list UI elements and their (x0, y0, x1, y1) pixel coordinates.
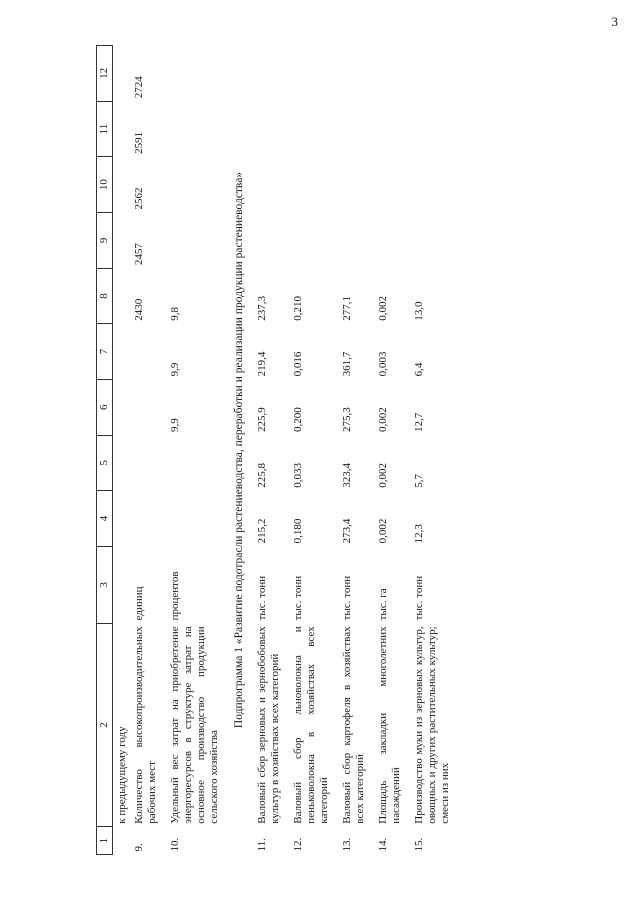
value-cell: 219,4 (256, 351, 268, 377)
header-row (97, 46, 113, 855)
value-cell (375, 101, 405, 157)
row-number: 11. (256, 838, 268, 852)
value-cell (167, 101, 223, 157)
header-cell: 2 (97, 623, 113, 826)
value-cell: 0,016 (292, 351, 304, 377)
value-cell: 13,0 (413, 301, 425, 321)
unit: тыс. тонн (413, 575, 425, 621)
row-number: 15. (413, 837, 425, 852)
indicator-name: Площадь закладки многолетних насаждений (377, 626, 402, 824)
value-cell (411, 157, 454, 213)
table-row (411, 46, 454, 855)
value-cell: 225,9 (256, 407, 268, 433)
page-number: 3 (611, 14, 618, 29)
value-cell (339, 157, 369, 213)
header-cell: 5 (97, 435, 113, 491)
row-number: 13. (341, 837, 353, 852)
value-cell (167, 491, 223, 547)
value-cell: 12,7 (413, 412, 425, 433)
value-cell: 237,3 (256, 296, 268, 321)
value-cell: 0,002 (377, 462, 389, 488)
value-cell: 2430 (133, 298, 145, 321)
header-cell: 4 (97, 491, 113, 547)
value-cell: 2457 (133, 243, 145, 266)
header-cell: 10 (97, 157, 113, 213)
row-number: 14. (377, 837, 389, 852)
unit: тыс. га (377, 588, 389, 621)
value-cell: 361,7 (341, 351, 353, 377)
header-cell: 1 (97, 827, 113, 855)
value-cell: 225,8 (256, 462, 268, 488)
header-cell: 8 (97, 268, 113, 324)
subprogram-title: Подпрограмма 1 «Развитие подотрасли растениеводства, переработки и реализации продукции растениеводства» (233, 171, 245, 729)
value-cell: 9,9 (169, 362, 181, 377)
value-cell (290, 101, 333, 157)
value-cell: 0,002 (377, 407, 389, 433)
continuation-row (113, 46, 132, 855)
indicator-name: Валовый сбор льноволокна и пеньковолокна в хозяйствах всех категорий (292, 626, 330, 824)
value-cell (131, 491, 161, 547)
value-cell: 5,7 (413, 473, 425, 488)
value-cell (167, 157, 223, 213)
indicator-name: Количество высокопроизводительных рабочих мест (133, 626, 158, 824)
value-cell (254, 101, 284, 157)
row-number: 10. (169, 837, 181, 852)
value-cell: 9,8 (169, 307, 181, 321)
value-cell: 0,210 (292, 296, 304, 321)
indicators-table (96, 45, 454, 855)
value-cell: 2591 (133, 131, 145, 154)
value-cell (290, 46, 333, 102)
value-cell (411, 46, 454, 102)
value-cell: 273,4 (341, 518, 353, 544)
value-cell: 215,2 (256, 518, 268, 544)
value-cell (254, 46, 284, 102)
value-cell (339, 46, 369, 102)
value-cell (167, 435, 223, 491)
value-cell: 277,1 (341, 296, 353, 321)
table-row (375, 46, 405, 855)
value-cell: 2562 (133, 187, 145, 210)
header-cell: 12 (97, 46, 113, 102)
header-cell: 6 (97, 379, 113, 435)
header-cell: 11 (97, 101, 113, 157)
value-cell (131, 379, 161, 435)
value-cell (254, 157, 284, 213)
value-cell (411, 212, 454, 268)
header-cell: 9 (97, 212, 113, 268)
value-cell: 275,3 (341, 407, 353, 433)
rotated-table-container (96, 45, 624, 855)
continuation-text: к предыдущему году (116, 726, 128, 824)
value-cell: 9,9 (169, 418, 181, 433)
unit: тыс. тонн (256, 575, 268, 621)
header-cell: 3 (97, 546, 113, 623)
value-cell (290, 157, 333, 213)
value-cell (375, 157, 405, 213)
value-cell: 12,3 (413, 524, 425, 544)
value-cell (290, 212, 333, 268)
value-cell (167, 46, 223, 102)
subprogram-row (223, 46, 254, 855)
value-cell (375, 46, 405, 102)
indicator-name: Валовый сбор картофеля в хозяйствах всех категорий (341, 626, 366, 824)
indicator-name: Удельный вес затрат на приобретение энергоресурсов в структуре затрат на основное производство продукции сельского хозяйства (169, 626, 220, 824)
value-cell: 0,180 (292, 518, 304, 544)
value-cell (411, 101, 454, 157)
value-cell: 0,002 (377, 518, 389, 544)
value-cell (375, 212, 405, 268)
unit: тыс. тонн (292, 575, 304, 621)
value-cell (254, 212, 284, 268)
unit: единиц (133, 586, 145, 621)
value-cell: 323,4 (341, 462, 353, 488)
value-cell: 0,200 (292, 407, 304, 433)
table-row (290, 46, 333, 855)
table-row (254, 46, 284, 855)
row-number: 12. (292, 837, 304, 852)
value-cell (131, 324, 161, 380)
indicator-name: Валовый сбор зерновых и зернобобовых культур в хозяйствах всех категорий (256, 626, 281, 824)
table-row (131, 46, 161, 855)
header-cell: 7 (97, 324, 113, 380)
unit: процентов (169, 571, 181, 621)
value-cell: 0,003 (377, 351, 389, 377)
value-cell (339, 212, 369, 268)
table-row (167, 46, 223, 855)
value-cell: 0,033 (292, 462, 304, 488)
unit: тыс. тонн (341, 575, 353, 621)
row-number: 9. (133, 843, 145, 852)
value-cell: 0,002 (377, 296, 389, 321)
table-row (339, 46, 369, 855)
indicator-name: Производство муки из зерновых культур, овощных и других растительных культур; смеси из них (413, 626, 451, 824)
value-cell (339, 101, 369, 157)
value-cell (131, 435, 161, 491)
value-cell: 6,4 (413, 362, 425, 377)
value-cell: 2724 (133, 76, 145, 99)
value-cell (167, 212, 223, 268)
